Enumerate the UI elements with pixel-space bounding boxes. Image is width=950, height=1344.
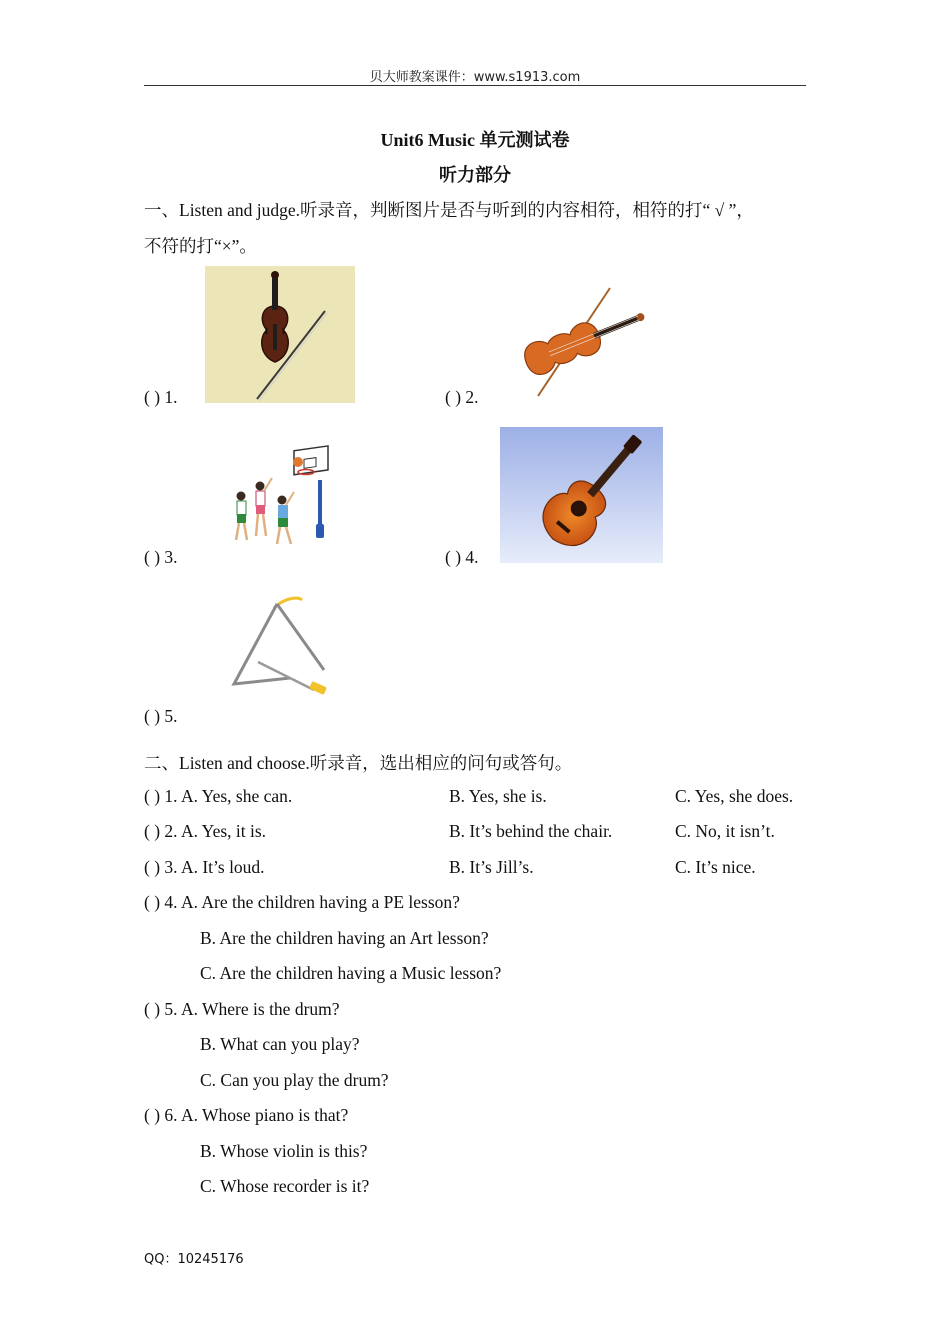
question-1-option-b: B. Yes, she is. <box>449 786 547 806</box>
question-4-option-a: ( ) 4. A. Are the children having a PE lesson? <box>144 892 460 912</box>
question-6-option-b: B. Whose violin is this? <box>200 1141 368 1161</box>
violin-with-bow-icon <box>205 266 355 403</box>
question-2-option-c: C. No, it isn’t. <box>675 821 775 841</box>
item-5-label: ( ) 5. <box>144 706 178 726</box>
triangle-instrument-icon <box>228 592 333 700</box>
question-5-option-a: ( ) 5. A. Where is the drum? <box>144 999 340 1019</box>
section-title: 听力部分 <box>439 165 511 185</box>
part1-instruction-line2: 不符的打“×”。 <box>144 236 257 256</box>
question-3-option-c: C. It’s nice. <box>675 857 756 877</box>
question-6-option-a: ( ) 6. A. Whose piano is that? <box>144 1105 349 1125</box>
question-2-option-b: B. It’s behind the chair. <box>449 821 613 841</box>
header-divider <box>144 85 806 86</box>
page-footer: QQ：10245176 <box>144 1252 244 1267</box>
item-2-label: ( ) 2. <box>445 387 479 407</box>
part1-instruction-line1: 一、Listen and judge.听录音，判断图片是否与听到的内容相符，相符的打“ √ ”， <box>144 200 754 220</box>
question-4-option-c: C. Are the children having a Music lesson? <box>200 963 502 983</box>
question-4-option-b: B. Are the children having an Art lesson? <box>200 928 489 948</box>
question-1-option-c: C. Yes, she does. <box>675 786 794 806</box>
item-3-label: ( ) 3. <box>144 547 178 567</box>
page-header: 贝大师教案课件：www.s1913.com <box>369 70 581 85</box>
document-title: Unit6 Music 单元测试卷 <box>380 130 570 150</box>
question-5-option-c: C. Can you play the drum? <box>200 1070 389 1090</box>
acoustic-guitar-icon <box>500 427 663 563</box>
item-4-label: ( ) 4. <box>445 547 479 567</box>
question-6-option-c: C. Whose recorder is it? <box>200 1176 370 1196</box>
question-5-option-b: B. What can you play? <box>200 1034 360 1054</box>
question-1-option-a: ( ) 1. A. Yes, she can. <box>144 786 293 806</box>
part2-instruction: 二、Listen and choose.听录音，选出相应的问句或答句。 <box>144 753 573 773</box>
question-3-option-b: B. It’s Jill’s. <box>449 857 534 877</box>
question-2-option-a: ( ) 2. A. Yes, it is. <box>144 821 267 841</box>
children-playing-basketball-icon <box>228 440 333 548</box>
violin-with-bow-icon <box>510 286 655 398</box>
item-1-label: ( ) 1. <box>144 387 178 407</box>
question-3-option-a: ( ) 3. A. It’s loud. <box>144 857 265 877</box>
